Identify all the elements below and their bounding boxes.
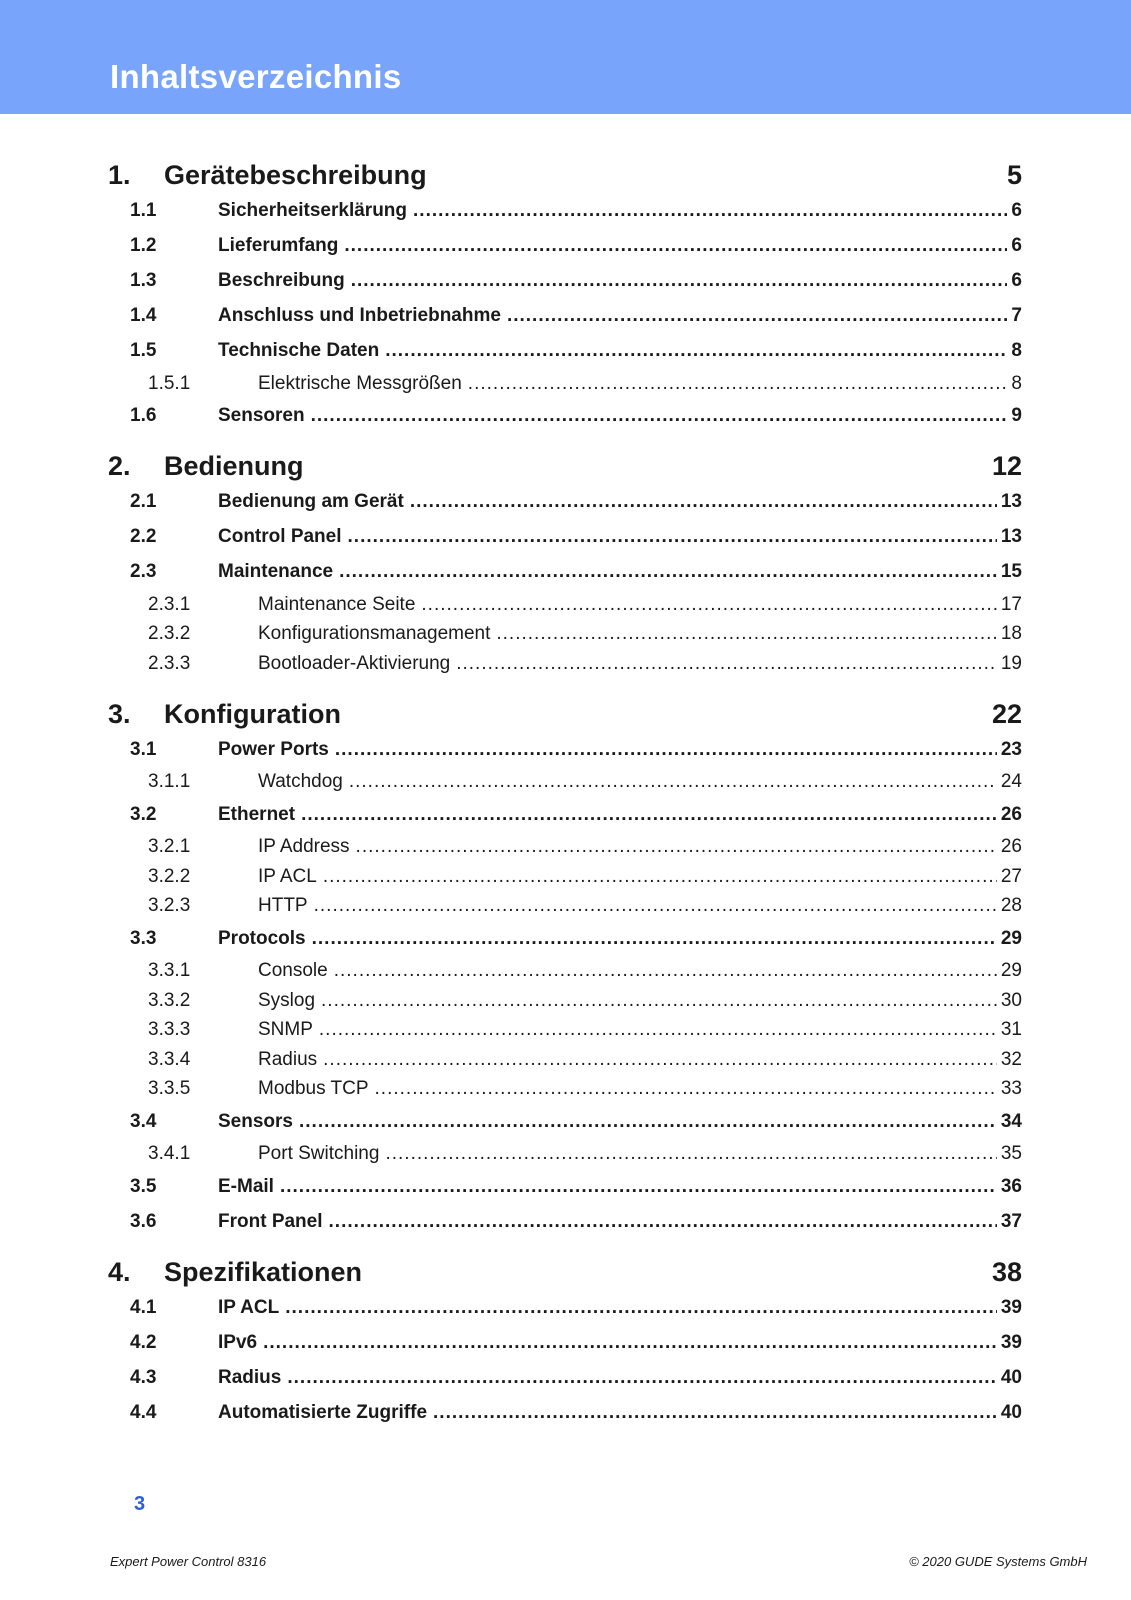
toc-entry-page: 6 <box>1011 200 1022 221</box>
toc-entry-page: 32 <box>1000 1048 1022 1070</box>
toc-entry-title: Gerätebeschreibung <box>164 160 427 190</box>
toc-entry[interactable] <box>108 405 1022 427</box>
toc-entry-page: 22 <box>991 698 1022 729</box>
toc-entry[interactable] <box>108 1049 1022 1071</box>
toc-entry[interactable] <box>108 1019 1022 1041</box>
toc-entry[interactable] <box>108 960 1022 982</box>
toc-entry-number: 3.1 <box>130 738 157 760</box>
toc-entry-title: Radius <box>258 1048 318 1070</box>
toc-entry-number: 1.5 <box>130 340 157 361</box>
toc-entry-title: Maintenance Seite <box>258 593 416 615</box>
dot-leader <box>301 804 997 826</box>
toc-entry-number: 2.1 <box>130 491 157 512</box>
toc-entry-number: 3.6 <box>130 1210 157 1232</box>
toc-entry-page: 5 <box>1006 160 1022 190</box>
toc-entry-page: 29 <box>1000 927 1022 949</box>
toc-entry-page: 13 <box>1000 491 1022 512</box>
toc-entry-number: 1.2 <box>130 235 157 256</box>
dot-leader <box>468 373 1008 395</box>
toc-entry-title: Konfigurationsmanagement <box>258 623 491 644</box>
toc-entry-number: 3.4.1 <box>148 1143 191 1164</box>
toc-entry-page: 30 <box>1000 989 1022 1011</box>
toc-entry-number: 4.4 <box>130 1401 157 1423</box>
toc-entry-number: 3.4 <box>130 1110 157 1132</box>
toc-entry-page: 36 <box>1000 1175 1022 1197</box>
dot-leader <box>334 960 997 982</box>
toc-entry[interactable] <box>108 653 1022 675</box>
dot-leader <box>496 623 996 645</box>
toc-entry-page: 6 <box>1011 235 1022 256</box>
toc-entry-number: 3.3.1 <box>148 960 191 981</box>
toc-entry-page: 29 <box>1000 960 1022 981</box>
toc-entry[interactable] <box>108 200 1022 222</box>
toc-chapter-entry[interactable] <box>108 699 1022 730</box>
toc-entry[interactable] <box>108 866 1022 888</box>
toc-entry-page: 8 <box>1011 372 1022 394</box>
toc-entry-number: 2.3.3 <box>148 652 191 674</box>
toc-entry[interactable] <box>108 804 1022 826</box>
toc-entry[interactable] <box>108 1111 1022 1133</box>
toc-entry[interactable] <box>108 526 1022 548</box>
toc-entry-title: Anschluss und Inbetriebnahme <box>218 305 501 326</box>
toc-entry-title: Sensors <box>218 1110 293 1132</box>
toc-entry-number: 3. <box>108 698 131 729</box>
toc-entry-title: HTTP <box>258 895 308 916</box>
toc-entry-number: 4.3 <box>130 1366 157 1388</box>
toc-entry-number: 3.3.4 <box>148 1048 191 1070</box>
toc-entry[interactable] <box>108 270 1022 292</box>
toc-entry-title: Sicherheitserklärung <box>218 200 408 221</box>
dot-leader <box>280 1176 997 1198</box>
toc-entry-number: 2.3.2 <box>148 623 191 644</box>
footer-product-name: Expert Power Control 8316 <box>110 1554 267 1569</box>
toc-chapter-entry[interactable] <box>108 1257 1022 1288</box>
toc-entry-page: 35 <box>1000 1143 1022 1164</box>
toc-entry[interactable] <box>108 623 1022 645</box>
toc-entry-page: 39 <box>1000 1331 1022 1353</box>
toc-entry-number: 4.2 <box>130 1331 157 1353</box>
toc-entry[interactable] <box>108 1402 1022 1424</box>
toc-chapter-entry[interactable] <box>108 451 1022 482</box>
toc-entry-page: 6 <box>1011 270 1022 291</box>
dot-leader <box>312 928 997 950</box>
dot-leader <box>263 1332 997 1354</box>
dot-leader <box>356 836 997 858</box>
toc-entry-title: Protocols <box>218 927 306 949</box>
toc-entry[interactable] <box>108 340 1022 362</box>
toc-entry-page: 26 <box>1000 836 1022 857</box>
dot-leader <box>410 491 997 513</box>
toc-entry-title: Maintenance <box>218 561 334 582</box>
toc-entry-title: IP ACL <box>218 1296 280 1318</box>
toc-entry-title: Watchdog <box>258 771 343 792</box>
toc-entry[interactable] <box>108 895 1022 917</box>
toc-entry[interactable] <box>108 928 1022 950</box>
toc-entry-number: 3.2 <box>130 803 157 825</box>
dot-leader <box>285 1297 997 1319</box>
dot-leader <box>311 405 1008 427</box>
toc-entry-title: Front Panel <box>218 1210 323 1232</box>
dot-leader <box>329 1211 997 1233</box>
toc-entry-title: Control Panel <box>218 526 342 547</box>
toc-entry[interactable] <box>108 836 1022 858</box>
toc-entry-page: 40 <box>1000 1366 1022 1388</box>
toc-entry-number: 1.6 <box>130 405 157 426</box>
toc-entry[interactable] <box>108 1176 1022 1198</box>
toc-entry-page: 31 <box>1000 1019 1022 1040</box>
toc-entry-number: 3.5 <box>130 1175 157 1197</box>
toc-entry[interactable] <box>108 594 1022 616</box>
toc-entry[interactable] <box>108 1332 1022 1354</box>
toc-entry[interactable] <box>108 771 1022 793</box>
toc-entry-page: 19 <box>1000 652 1022 674</box>
toc-chapter-entry[interactable] <box>108 160 1022 191</box>
toc-entry-page: 15 <box>1000 561 1022 582</box>
toc-entry-number: 2.2 <box>130 526 157 547</box>
toc-entry-number: 1.1 <box>130 200 157 221</box>
toc-entry-title: Power Ports <box>218 738 329 760</box>
header-band <box>0 0 1131 114</box>
dot-leader <box>421 594 996 616</box>
dot-leader <box>299 1111 997 1133</box>
toc-entry-number: 3.2.1 <box>148 836 191 857</box>
toc-entry-title: Bedienung am Gerät <box>218 491 404 512</box>
toc-entry-page: 40 <box>1000 1401 1022 1423</box>
toc-entry-number: 2.3 <box>130 561 157 582</box>
toc-entry-page: 18 <box>1000 623 1022 644</box>
toc-entry[interactable] <box>108 491 1022 513</box>
toc-entry-number: 3.3.2 <box>148 989 191 1011</box>
toc-entry-page: 7 <box>1011 305 1022 326</box>
toc-entry-number: 3.2.3 <box>148 895 191 916</box>
page-number: 3 <box>134 1493 146 1515</box>
toc-entry[interactable] <box>108 305 1022 327</box>
toc-entry-number: 1.4 <box>130 305 157 326</box>
toc-entry-title: Syslog <box>258 989 316 1011</box>
toc-entry-number: 4. <box>108 1256 131 1287</box>
dot-leader <box>335 739 997 761</box>
dot-leader <box>348 526 997 548</box>
toc-entry-title: IPv6 <box>218 1331 258 1353</box>
toc-entry[interactable] <box>108 990 1022 1012</box>
toc-entry[interactable] <box>108 739 1022 761</box>
footer-copyright: © 2020 GUDE Systems GmbH <box>909 1554 1087 1569</box>
toc-entry-number: 3.3.3 <box>148 1019 191 1040</box>
toc-entry-number: 3.2.2 <box>148 865 191 887</box>
dot-leader <box>349 771 997 793</box>
toc-entry-page: 23 <box>1000 738 1022 760</box>
toc-entry[interactable] <box>108 373 1022 395</box>
dot-leader <box>314 895 997 917</box>
toc-entry-page: 12 <box>991 451 1022 481</box>
toc-entry-page: 33 <box>1000 1078 1022 1099</box>
toc-entry-title: SNMP <box>258 1019 313 1040</box>
dot-leader <box>385 340 1007 362</box>
toc-entry[interactable] <box>108 1367 1022 1389</box>
toc-entry-title: Bootloader-Aktivierung <box>258 652 451 674</box>
toc-entry-number: 1.3 <box>130 270 157 291</box>
toc-entry-page: 8 <box>1011 340 1022 361</box>
toc-entry-page: 38 <box>991 1256 1022 1287</box>
toc-entry[interactable] <box>108 1297 1022 1319</box>
toc-entry-page: 28 <box>1000 895 1022 916</box>
toc-entry-title: Bedienung <box>164 451 304 481</box>
toc-entry-page: 24 <box>1000 771 1022 792</box>
dot-leader <box>385 1143 996 1165</box>
toc-entry-title: Radius <box>218 1366 282 1388</box>
toc-entry-title: Ethernet <box>218 803 296 825</box>
toc-entry-title: IP ACL <box>258 865 317 887</box>
toc-entry-title: E-Mail <box>218 1175 274 1197</box>
toc-entry-title: IP Address <box>258 836 350 857</box>
toc-entry-title: Modbus TCP <box>258 1078 369 1099</box>
toc-entry[interactable] <box>108 561 1022 583</box>
toc-entry[interactable] <box>108 235 1022 257</box>
toc-entry-number: 3.3.5 <box>148 1078 191 1099</box>
dot-leader <box>323 866 997 888</box>
dot-leader <box>351 270 1008 292</box>
dot-leader <box>456 653 997 675</box>
toc-entry-page: 34 <box>1000 1110 1022 1132</box>
dot-leader <box>321 990 997 1012</box>
dot-leader <box>413 200 1007 222</box>
toc-entry-page: 26 <box>1000 803 1022 825</box>
toc-entry-title: Automatisierte Zugriffe <box>218 1401 428 1423</box>
page-title: Inhaltsverzeichnis <box>110 58 402 95</box>
toc-entry-title: Lieferumfang <box>218 235 339 256</box>
toc-entry-number: 2.3.1 <box>148 593 191 615</box>
toc-entry-page: 27 <box>1000 865 1022 887</box>
toc-entry-page: 9 <box>1011 405 1022 426</box>
toc-entry-title: Spezifikationen <box>164 1256 363 1287</box>
toc-entry-page: 17 <box>1000 593 1022 615</box>
toc-entry-number: 4.1 <box>130 1296 157 1318</box>
toc-entry[interactable] <box>108 1143 1022 1165</box>
toc-entry-number: 1. <box>108 160 131 190</box>
toc-entry-number: 3.3 <box>130 927 157 949</box>
toc-entry[interactable] <box>108 1078 1022 1100</box>
toc-entry-title: Technische Daten <box>218 340 380 361</box>
toc-entry-title: Port Switching <box>258 1143 380 1164</box>
dot-leader <box>344 235 1007 257</box>
dot-leader <box>507 305 1007 327</box>
dot-leader <box>339 561 997 583</box>
toc-entry-title: Elektrische Messgrößen <box>258 372 462 394</box>
dot-leader <box>287 1367 997 1389</box>
toc-entry-page: 39 <box>1000 1296 1022 1318</box>
toc-entry-title: Console <box>258 960 328 981</box>
toc-entry-title: Sensoren <box>218 405 305 426</box>
dot-leader <box>375 1078 997 1100</box>
toc-entry-title: Konfiguration <box>164 698 341 729</box>
toc-entry-number: 1.5.1 <box>148 372 191 394</box>
dot-leader <box>319 1019 997 1041</box>
toc-entry-page: 13 <box>1000 526 1022 547</box>
toc-entry-title: Beschreibung <box>218 270 345 291</box>
toc-entry-number: 2. <box>108 451 131 481</box>
dot-leader <box>433 1402 997 1424</box>
toc-entry-number: 3.1.1 <box>148 771 191 792</box>
toc-entry-page: 37 <box>1000 1210 1022 1232</box>
toc-entry[interactable] <box>108 1211 1022 1233</box>
dot-leader <box>323 1049 997 1071</box>
